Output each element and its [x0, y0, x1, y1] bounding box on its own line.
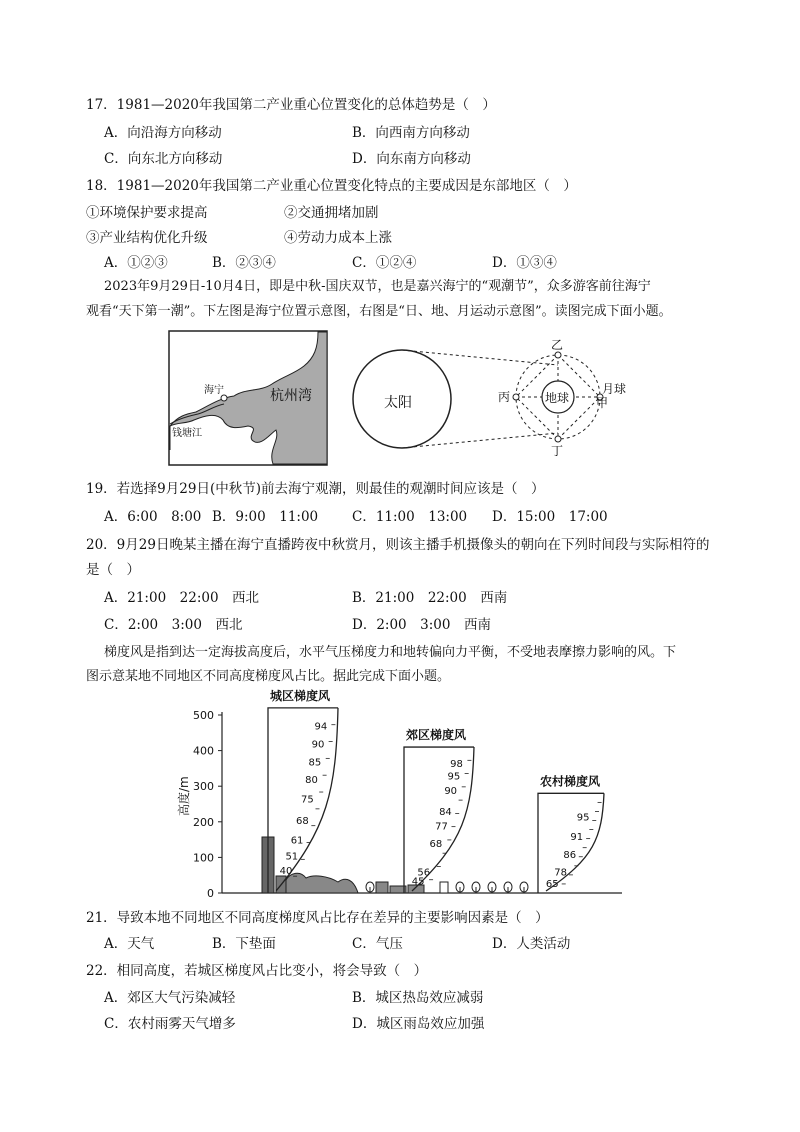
q20-option-c: C．2:00 3:00 西北 — [104, 617, 243, 633]
data-label-0-0: 94 — [314, 721, 328, 733]
haining-location-map — [168, 330, 328, 466]
tree-1 — [456, 882, 464, 893]
passage1-line2: 观看“天下第一潮”。下左图是海宁位置示意图，右图是“日、地、月运动示意图”。读图完成下面小题。 — [86, 304, 672, 319]
data-label-0-6: 61 — [290, 835, 304, 847]
data-label-0-7: 51 — [285, 851, 299, 863]
q22-stem: 22．相同高度，若城区梯度风占比变小，将会导致（ ） — [86, 963, 428, 979]
moon-position-ding — [555, 436, 561, 442]
data-label-0-2: 85 — [308, 757, 322, 769]
q21-option-b: B．下垫面 — [212, 936, 276, 952]
q18-option-a: A．①②③ — [104, 255, 168, 271]
q22-option-a: A．郊区大气污染减轻 — [104, 990, 236, 1006]
y-tick-label-100: 100 — [193, 851, 214, 865]
tree-2 — [472, 882, 480, 893]
data-label-0-4: 75 — [301, 794, 314, 806]
data-label-1-7: 45 — [411, 876, 425, 888]
data-label-1-0: 98 — [450, 759, 463, 771]
label-jia: 甲 — [596, 396, 609, 410]
data-label-1-5: 68 — [429, 839, 443, 851]
suburb-house — [440, 882, 448, 893]
data-label-0-8: 40 — [279, 865, 293, 877]
data-label-1-3: 84 — [439, 807, 452, 819]
sun-earth-moon-diagram — [344, 333, 640, 461]
map-label-haining: 海宁 — [204, 385, 224, 396]
map-label-river: 钱塘江 — [172, 428, 202, 439]
q18-item-4: ④劳动力成本上涨 — [284, 230, 392, 246]
data-label-0-1: 90 — [311, 739, 325, 751]
data-label-1-4: 77 — [435, 821, 448, 833]
q20-stem-line1: 20．9月29日晚某主播在海宁直播跨夜中秋赏月，则该主播手机摄像头的朝向在下列时间段与实际相符的 — [86, 537, 710, 553]
y-tick-label-200: 200 — [193, 815, 214, 829]
q21-option-a: A．天气 — [104, 936, 155, 952]
q19-option-b: B．9:00 11:00 — [212, 509, 319, 525]
y-tick-label-0: 0 — [207, 887, 214, 900]
earth-label: 地球 — [545, 391, 570, 405]
q18-item-1: ①环境保护要求提高 — [86, 205, 208, 221]
data-label-2-4: 65 — [545, 879, 559, 891]
q20-option-d: D．2:00 3:00 西南 — [352, 617, 491, 633]
q21-option-d: D．人类活动 — [492, 936, 571, 952]
tree-5 — [520, 882, 528, 893]
q18-option-c: C．①②④ — [352, 255, 417, 271]
suburb-building-1 — [376, 882, 388, 893]
q20-option-b: B．21:00 22:00 西南 — [352, 590, 508, 606]
data-label-0-3: 80 — [305, 775, 318, 787]
data-label-1-2: 90 — [444, 785, 458, 797]
tree-0 — [366, 882, 374, 893]
data-label-1-6: 56 — [417, 867, 431, 879]
series-title-1: 郊区梯度风 — [406, 728, 467, 743]
q18-item-3: ③产业结构优化升级 — [86, 230, 208, 246]
q22-option-c: C．农村雨雾天气增多 — [104, 1016, 236, 1032]
q17-option-a: A．向沿海方向移动 — [104, 125, 222, 141]
data-label-1-1: 95 — [447, 771, 461, 783]
moon-position-bing — [513, 394, 519, 400]
moon-position-yi — [555, 352, 561, 358]
q17-option-c: C．向东北方向移动 — [104, 151, 223, 167]
y-axis-label: 高度/m — [177, 776, 191, 816]
q18-item-2: ②交通拥堵加剧 — [284, 205, 379, 221]
data-label-2-1: 91 — [570, 832, 584, 844]
label-moon: 月球 — [602, 382, 627, 396]
q18-stem: 18．1981—2020年我国第二产业重心位置变化特点的主要成因是东部地区（ ） — [86, 178, 577, 194]
q22-option-d: D．城区雨岛效应加强 — [352, 1016, 485, 1032]
data-label-2-0: 95 — [576, 812, 590, 824]
gradient-wind-chart — [160, 688, 632, 910]
q19-stem: 19．若选择9月29日(中秋节)前去海宁观潮，则最佳的观潮时间应该是（ ） — [86, 481, 545, 497]
label-yi: 乙 — [551, 338, 564, 352]
q21-stem: 21．导致本地不同地区不同高度梯度风占比存在差异的主要影响因素是（ ） — [86, 910, 549, 926]
map-label-bay: 杭州湾 — [270, 388, 312, 404]
passage2-line2: 图示意某地不同地区不同高度梯度风占比。据此完成下面小题。 — [86, 669, 451, 684]
data-label-2-2: 86 — [563, 849, 577, 861]
q19-option-d: D．15:00 17:00 — [492, 509, 608, 525]
q20-stem-line2: 是（ ） — [86, 562, 140, 578]
q22-option-b: B．城区热岛效应减弱 — [352, 990, 484, 1006]
sun-label: 太阳 — [384, 395, 412, 411]
q17-option-d: D．向东南方向移动 — [352, 151, 471, 167]
passage1-line1: 2023年9月29日-10月4日，即是中秋-国庆双节，也是嘉兴海宁的“观潮节”，众多游客前往海宁 — [104, 279, 651, 294]
data-label-2-3: 78 — [554, 867, 567, 879]
q20-option-a: A．21:00 22:00 西北 — [104, 590, 260, 606]
q19-option-a: A．6:00 8:00 — [104, 509, 202, 525]
q18-option-d: D．①③④ — [492, 255, 557, 271]
q18-option-b: B．②③④ — [212, 255, 276, 271]
y-tick-label-300: 300 — [193, 780, 214, 794]
series-title-0: 城区梯度风 — [270, 688, 331, 703]
label-bing: 丙 — [498, 390, 511, 404]
q17-stem: 17．1981—2020年我国第二产业重心位置变化的总体趋势是（ ） — [86, 97, 496, 113]
y-tick-label-400: 400 — [193, 744, 214, 758]
data-label-0-5: 68 — [296, 816, 309, 828]
q21-option-c: C．气压 — [352, 936, 403, 952]
series-title-2: 农村梯度风 — [540, 774, 601, 789]
tree-4 — [504, 882, 512, 893]
label-ding: 丁 — [551, 444, 564, 458]
q17-option-b: B．向西南方向移动 — [352, 125, 470, 141]
passage2-line1: 梯度风是指到达一定海拔高度后，水平气压梯度力和地转偏向力平衡，不受地表摩擦力影响的风。下 — [104, 645, 677, 660]
q19-option-c: C．11:00 13:00 — [352, 509, 468, 525]
tree-3 — [488, 882, 496, 893]
y-tick-label-500: 500 — [193, 709, 214, 722]
